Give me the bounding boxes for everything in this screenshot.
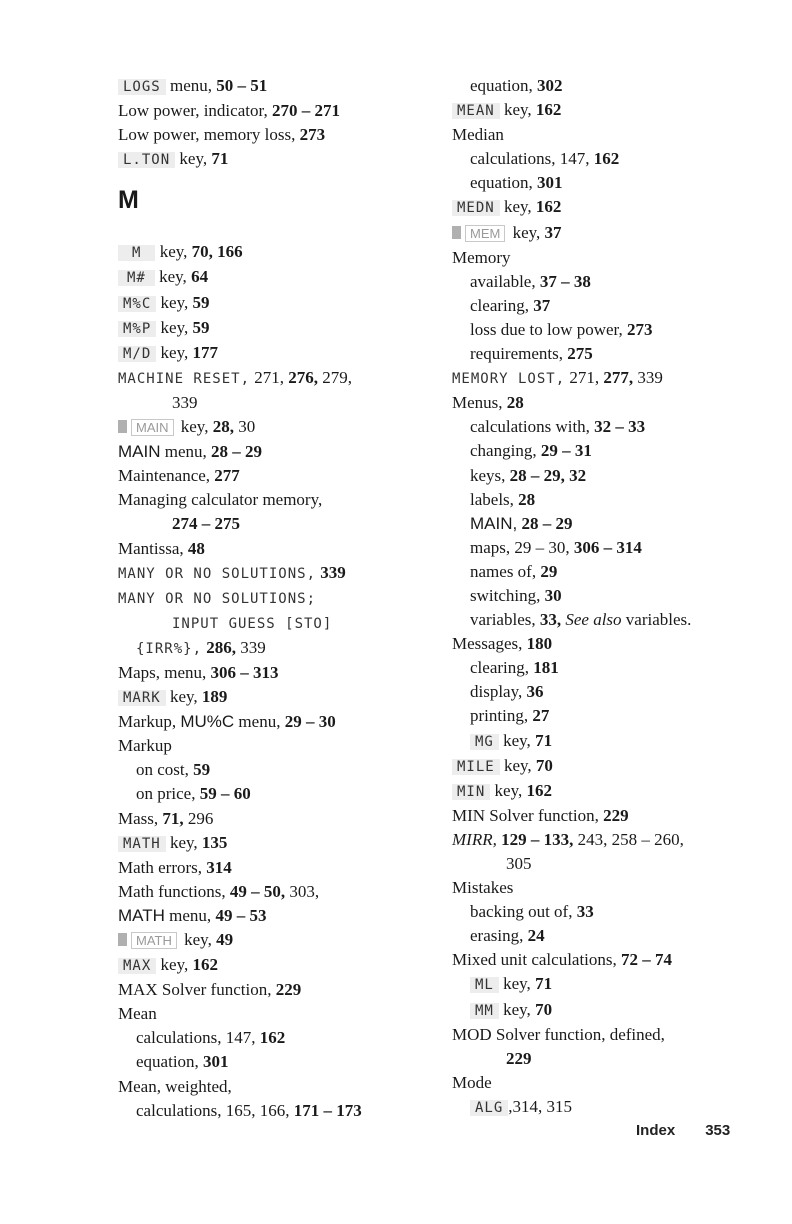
page-ref: 271, [569,368,600,388]
entry-mixed-unit [452,948,772,972]
entry-mark-key [118,685,438,710]
entry-messages-clearing [452,656,772,680]
softkey-label: MILE [452,759,500,775]
page-ref: 273 [299,125,326,145]
page-ref: 49 [216,930,234,949]
entry-text: backing out of, [470,902,573,922]
page-ref: 162 [526,780,552,800]
page-ref: 166 [217,242,243,262]
page-ref: 162 [593,149,620,169]
shift-key-icon [118,933,127,946]
page-ref: 189 [201,687,228,707]
entry-text: key, [160,342,189,362]
entry-text: key, [503,974,531,994]
page-ref: 64 [191,267,209,287]
entry-min-key [452,779,772,804]
entry-mhash-key [118,265,438,290]
entry-menus-main [452,512,772,536]
page-ref: ,314, 315 [508,1096,573,1116]
entry-messages-printing [452,704,772,728]
entry-text: labels, [470,489,514,509]
entry-text: key, [160,292,189,312]
page-ref: 29 [540,561,558,581]
entry-maps-menu [118,661,438,685]
entry-markup-mu-menu [118,710,438,734]
page-ref: 229 [275,980,302,1000]
page-ref: 306 – 314 [573,537,642,557]
page-ref: 229 [603,805,629,825]
entry-mg-key [452,729,772,754]
message-label: MANY OR NO SOLUTIONS; [118,590,317,607]
entry-text: key, [512,222,541,242]
entry-math-errors [118,856,438,880]
key-cap-label: MAIN [131,419,174,436]
entry-mpp-key [118,316,438,341]
entry-median-calculations [452,147,772,171]
entry-text: key, [503,197,532,217]
page-ref: 30 [238,417,256,437]
entry-text: on price, [136,784,196,804]
page-ref: 37 [533,295,551,315]
page-ref: 129 – 133, [501,829,574,849]
softkey-label: MIN [452,784,490,800]
entry-mode-alg [452,1095,772,1120]
page-ref: 71 [535,730,553,750]
entry-text: Low power, memory loss, [118,125,296,145]
softkey-label: ALG [470,1100,508,1116]
page-ref: 135 [201,832,228,852]
page-ref: 162 [192,955,218,975]
message-label: INPUT GUESS [STO] [172,615,333,632]
index-column-right [452,74,772,1120]
entry-memory [452,246,772,270]
entry-text: equation, [470,76,533,95]
entry-mean-weighted-calculations [118,1099,438,1123]
softkey-label: L.TON [118,152,175,168]
page-ref: 30 [544,585,562,605]
menu-label: MAIN, [470,513,518,533]
entry-mean-weighted-equation [452,74,772,98]
entry-text: maps, [470,537,511,557]
page-ref: 314 [206,857,232,877]
message-label: MEMORY LOST, [452,371,566,388]
page-ref: 37 – 38 [539,271,591,291]
page-ref: 28 – 29 [521,513,573,533]
page-ref: 270 – 271 [271,101,340,121]
page-ref: 59 [193,760,211,780]
entry-messages [452,632,772,656]
entry-text: printing, [470,706,529,726]
softkey-label: ML [470,977,499,993]
page-ref: 28 [518,489,536,509]
entry-text: Markup, [118,712,177,732]
entry-text: key, [179,149,208,169]
entry-menus [452,391,772,415]
entry-managing-memory-cont [118,512,438,536]
page-ref: 28 – 29, 32 [509,465,587,485]
entry-menus-maps [452,536,772,560]
entry-maintenance [118,464,438,488]
page-ref: 37 [544,222,562,242]
entry-mean-weighted [118,1075,438,1099]
entry-text: Mean, weighted, [118,1076,232,1096]
page-ref: 71 [211,149,229,169]
page-ref: 29 – 31 [540,441,592,461]
entry-text: key, [503,100,532,120]
softkey-label: M [118,245,155,261]
entry-median-equation [452,171,772,195]
entry-many-solutions-guess [118,586,438,611]
softkey-label: MEAN [452,103,500,119]
page-ref: 28 [506,393,524,413]
entry-text: calculations, [136,1100,222,1120]
entry-text: Math errors, [118,857,203,877]
entry-text: key, [503,999,531,1019]
entry-mile-key [452,754,772,779]
entry-menus-switching [452,584,772,608]
softkey-label: MATH [118,836,166,852]
page-ref: 71, [162,808,184,828]
page-ref: 50 – 51 [216,76,268,95]
softkey-label: LOGS [118,79,166,95]
page-number: 353 [705,1122,731,1139]
page-ref: 70 [535,999,553,1019]
entry-machine-reset-cont [118,391,438,415]
entry-text: key, [159,267,187,287]
entry-text: erasing, [470,926,524,946]
page-ref: 302 [537,76,563,95]
entry-text: variables, [470,610,536,630]
entry-text: names of, [470,561,537,581]
page-ref: 301 [537,173,563,193]
page-ref: 339 [320,562,346,582]
entry-text: clearing, [470,295,529,315]
entry-text: key, [503,755,532,775]
entry-markup-on-cost [118,758,438,782]
entry-text: Markup [118,736,172,756]
page-ref: 286, [206,637,237,657]
entry-medn-key [452,195,772,220]
entry-managing-memory [118,488,438,512]
page-ref: 339 [240,637,266,657]
entry-text: Maps, menu, [118,662,207,682]
page-ref: 59 [192,292,210,312]
page-ref: 162 [259,1028,286,1048]
see-also-ref: See also [565,610,622,630]
entry-max-solver [118,978,438,1002]
entry-text: key, [184,930,212,949]
entry-memory-available [452,270,772,294]
entry-text: Mixed unit calculations, [452,950,617,970]
entry-math-functions [118,880,438,904]
entry-text: Maintenance, [118,466,211,486]
entry-text: menu, [238,712,281,732]
page-ref: 296 [187,808,214,828]
entry-text: menu, [164,442,207,462]
entry-md-key [118,341,438,366]
entry-mirr [452,828,772,852]
entry-low-power-indicator [118,99,438,123]
entry-mean-equation [118,1050,438,1074]
entry-low-power-memory [118,123,438,147]
softkey-label: M%C [118,296,156,312]
softkey-label: MM [470,1003,499,1019]
entry-max-key [118,953,438,978]
page-ref: 305 [506,854,532,873]
menu-label: MU%C [180,712,235,732]
key-cap-label: MATH [131,932,177,949]
entry-text: key, [169,832,198,852]
softkey-label: MEDN [452,200,500,216]
entry-text: available, [470,271,536,291]
softkey-label: M/D [118,346,156,362]
entry-text: menu, [169,76,212,95]
entry-text: keys, [470,465,506,485]
entry-memory-clearing [452,294,772,318]
page-ref: 339 [637,368,663,388]
page-ref: 36 [526,682,544,702]
entry-text: key, [503,730,531,750]
entry-text: calculations, [470,149,556,169]
entry-text: loss due to low power, [470,319,623,339]
entry-text: switching, [470,585,541,605]
entry-math-shift-key [118,928,438,953]
entry-menus-changing [452,439,772,463]
entry-text: menu, [169,905,212,925]
page-ref: 59 – 60 [199,784,251,804]
page-ref: 301 [203,1052,229,1072]
page-ref: 162 [535,100,562,120]
entry-main-menu [118,440,438,464]
page-ref: 277, [603,368,634,388]
entry-text: Mass, [118,808,159,828]
entry-menus-keys [452,464,772,488]
softkey-label: M# [118,270,155,286]
entry-mode [452,1071,772,1095]
page-ref: 271, [254,367,285,387]
section-heading-m: M [118,186,139,215]
entry-machine-reset [118,366,438,391]
entry-text: Mantissa, [118,538,184,558]
entry-memory-loss [452,318,772,342]
entry-text: changing, [470,441,537,461]
entry-menus-labels [452,488,772,512]
page-ref: 171 – 173 [293,1100,362,1120]
page-ref: 275 [567,344,593,364]
entry-min-solver [452,804,772,828]
page-ref: 33 [576,902,594,922]
message-label: {IRR%}, [136,640,203,657]
entry-mm-key [452,998,772,1023]
entry-menus-variables [452,608,772,632]
shift-key-icon [452,226,461,239]
entry-mod-solver [452,1023,772,1047]
entry-text: key, [160,317,189,337]
entry-mod-solver-cont [452,1047,772,1071]
shift-key-icon [118,420,127,433]
entry-text: calculations, [136,1028,222,1048]
entry-text: clearing, [470,658,529,678]
page-ref: 71 [535,974,553,994]
page-ref: 181 [533,658,559,678]
softkey-label: MARK [118,690,166,706]
entry-mirr-cont [452,852,772,876]
entry-memory-requirements [452,342,772,366]
page-ref: 147, [225,1028,256,1048]
entry-mpc-key [118,291,438,316]
entry-markup [118,734,438,758]
entry-text: key, [494,780,523,800]
page-ref: 147, [559,149,590,169]
entry-many-solutions-guess-cont2 [118,636,438,661]
page-ref: 72 – 74 [621,950,673,970]
entry-text: requirements, [470,344,563,364]
entry-text: key, [160,955,189,975]
entry-text: Mistakes [452,878,514,898]
entry-median [452,123,772,147]
page-footer [636,1122,730,1139]
page-ref: 303, [289,881,320,901]
entry-mistakes [452,876,772,900]
entry-mistakes-erasing [452,924,772,948]
softkey-label: MAX [118,958,156,974]
softkey-label: MG [470,734,499,750]
page-ref: 273 [627,319,653,339]
page-ref: 49 – 50, [229,881,286,901]
entry-text: Median [452,125,504,145]
entry-text: variables. [625,610,692,630]
entry-text: equation, [136,1052,199,1072]
entry-mistakes-backing-out [452,900,772,924]
entry-mean [118,1002,438,1026]
entry-text: Mean [118,1004,157,1024]
entry-text: key, [159,242,188,262]
entry-mem-key [452,221,772,246]
page-ref: 33, [539,610,562,630]
message-label: MACHINE RESET, [118,370,251,387]
entry-menus-calculations [452,415,772,439]
page-ref: 24 [527,926,545,946]
entry-m-key [118,240,438,265]
entry-text: MAX Solver function, [118,980,272,1000]
entry-many-solutions-guess-cont [118,611,438,636]
page-ref: 229 [506,1048,532,1068]
entry-lton-key [118,147,438,172]
entry-text: Memory [452,247,511,267]
page-ref: 177 [192,342,218,362]
menu-label: MATH [118,905,165,925]
footer-section-label: Index [636,1122,676,1139]
entry-mantissa [118,537,438,561]
entry-markup-on-price [118,782,438,806]
entry-text: Mode [452,1072,492,1092]
page-ref: 276, [288,367,319,387]
page-ref: 29 – 30 [284,712,336,732]
page-ref: 49 – 53 [215,905,267,925]
entry-text: Menus, [452,393,503,413]
entry-text: on cost, [136,760,189,780]
entry-text: key, [180,417,209,437]
page-ref: 277 [214,466,240,486]
page-ref: 243, 258 – 260, [577,829,684,849]
entry-mean-calculations [118,1026,438,1050]
entry-text: MIN Solver function, [452,805,599,825]
softkey-label: M%P [118,321,156,337]
entry-messages-display [452,680,772,704]
message-label: MANY OR NO SOLUTIONS, [118,565,317,582]
entry-many-solutions [118,561,438,586]
page-ref: 32 – 33 [594,417,646,437]
entry-math-key [118,831,438,856]
entry-text: Messages, [452,634,523,654]
page-ref: 59 [192,317,210,337]
entry-mass [118,807,438,831]
key-cap-label: MEM [465,225,505,242]
entry-text: Math functions, [118,881,226,901]
page-ref: 70 [535,755,553,775]
entry-text: MOD Solver function, defined, [452,1024,665,1044]
index-column-left [118,74,438,1123]
page-ref: 28 – 29 [211,442,263,462]
page-ref: 162 [535,197,562,217]
entry-memory-lost [452,366,772,391]
page-ref: 180 [526,634,553,654]
menu-label: MAIN [118,442,161,462]
entry-menus-names [452,560,772,584]
page-ref: 28, [212,417,234,437]
page-ref: 306 – 313 [210,662,279,682]
entry-mean-key [452,98,772,123]
page-ref: 70, [191,242,213,262]
entry-text: Low power, indicator, [118,101,268,121]
entry-main-key [118,415,438,440]
entry-text: MIRR, [452,829,497,849]
page-ref: 29 – 30, [514,537,570,557]
entry-logs-menu [118,74,438,99]
entry-text: Managing calculator memory, [118,490,323,510]
page-ref: 48 [187,538,205,558]
entry-text: calculations with, [470,417,590,437]
page-ref: 279, [322,367,353,387]
page-ref: 27 [532,706,550,726]
entry-ml-key [452,972,772,997]
page-ref: 274 – 275 [172,514,240,534]
page-ref: 339 [172,392,198,412]
entry-text: equation, [470,173,533,193]
page-ref: 165, 166, [225,1100,290,1120]
entry-text: key, [169,687,198,707]
entry-text: display, [470,682,523,702]
entry-math-menu [118,904,438,928]
